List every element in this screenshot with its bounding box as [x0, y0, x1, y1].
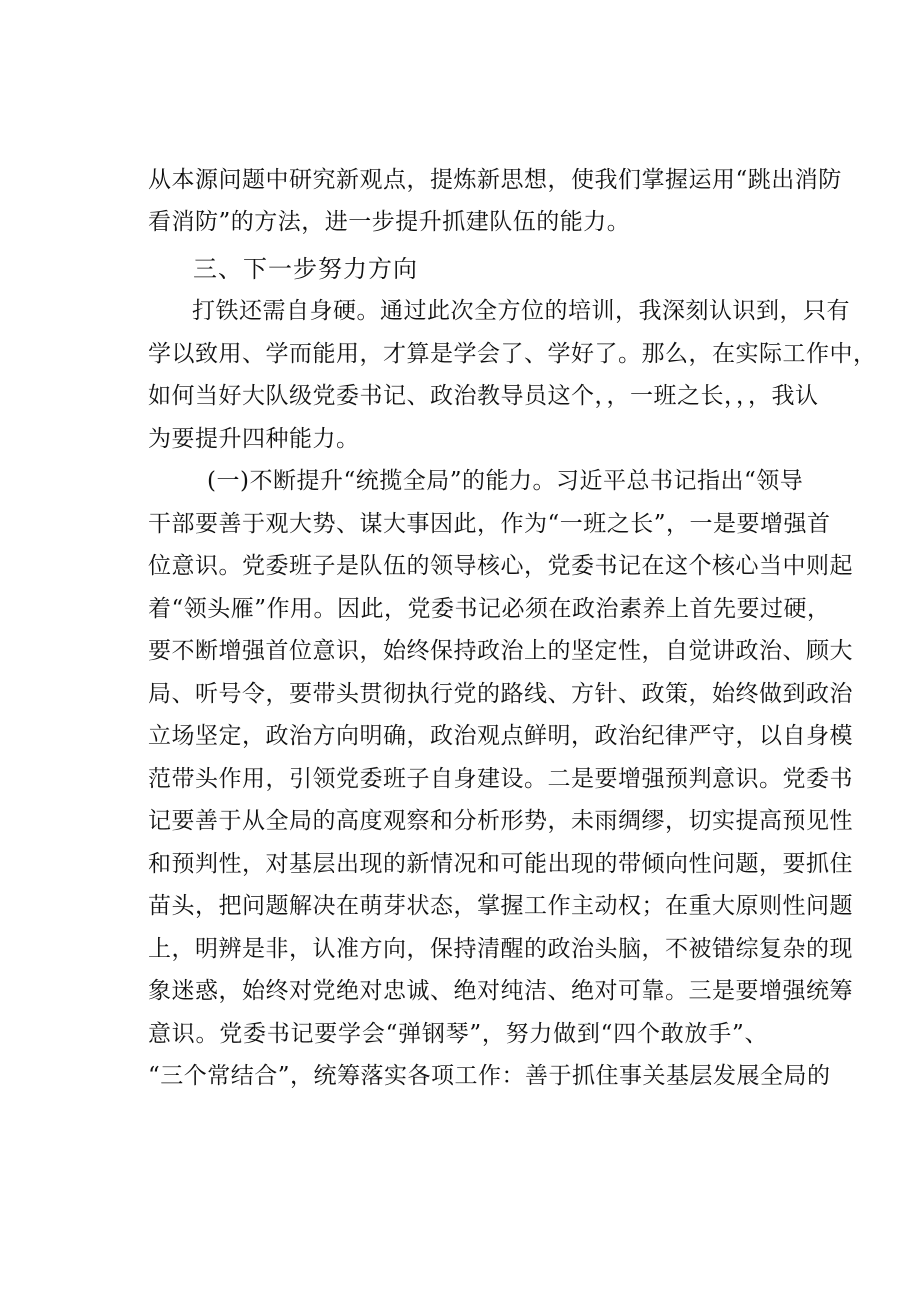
- paragraph2-line-3: 位意识。党委班子是队伍的领导核心，党委书记在这个核心当中则起: [148, 553, 853, 579]
- continuation-line-1: 从本源问题中研究新观点，提炼新思想，使我们掌握运用“跳出消防: [148, 167, 842, 193]
- paragraph2-line-1: (一)不断提升“统揽全局”的能力。习近平总书记指出“领导: [207, 468, 804, 494]
- paragraph1-line-1: 打铁还需自身硬。通过此次全方位的培训，我深刻认识到，只有: [192, 298, 850, 324]
- paragraph2-line-6: 局、听号令，要带头贯彻执行党的路线、方针、政策，始终做到政治: [148, 681, 853, 707]
- section-heading: 三、下一步努力方向: [193, 255, 418, 283]
- paragraph2-line-10: 和预判性，对基层出现的新情况和可能出现的带倾向性问题，要抓住: [148, 851, 853, 877]
- paragraph2-line-5: 要不断增强首位意识，始终保持政治上的坚定性，自觉讲政治、顾大: [148, 638, 853, 664]
- continuation-line-2: 看消防”的方法，进一步提升抓建队伍的能力。: [148, 209, 631, 235]
- paragraph1-line-4: 为要提升四种能力。: [148, 426, 360, 452]
- paragraph2-line-8: 范带头作用，引领党委班子自身建设。二是要增强预判意识。党委书: [148, 766, 853, 792]
- paragraph2-line-13: 象迷惑，始终对党绝对忠诚、绝对纯洁、绝对可靠。三是要增强统筹: [148, 978, 853, 1004]
- paragraph2-line-12: 上，明辨是非，认准方向，保持清醒的政治头脑，不被错综复杂的现: [148, 936, 853, 962]
- paragraph1-line-3: 如何当好大队级党委书记、政治教导员这个，，一班之长，，，我认: [148, 383, 819, 409]
- paragraph2-line-11: 苗头，把问题解决在萌芽状态，掌握工作主动权；在重大原则性问题: [148, 893, 853, 919]
- paragraph2-line-14: 意识。党委书记要学会“弹钢琴”，努力做到“四个敢放手”、: [148, 1021, 768, 1047]
- paragraph2-line-2: 干部要善于观大势、谋大事因此，作为“一班之长”，一是要增强首: [148, 511, 831, 537]
- paragraph1-line-2: 学以致用、学而能用，才算是学会了、学好了。那么，在实际工作中，: [148, 341, 877, 367]
- paragraph2-line-9: 记要善于从全局的高度观察和分析形势，未雨绸缪，切实提高预见性: [148, 808, 853, 834]
- paragraph2-line-7: 立场坚定，政治方向明确，政治观点鲜明，政治纪律严守，以自身模: [148, 723, 853, 749]
- paragraph2-line-4: 着“领头雁”作用。因此，党委书记必须在政治素养上首先要过硬，: [148, 596, 831, 622]
- paragraph2-line-15: “三个常结合”，统筹落实各项工作：善于抓住事关基层发展全局的: [148, 1063, 831, 1089]
